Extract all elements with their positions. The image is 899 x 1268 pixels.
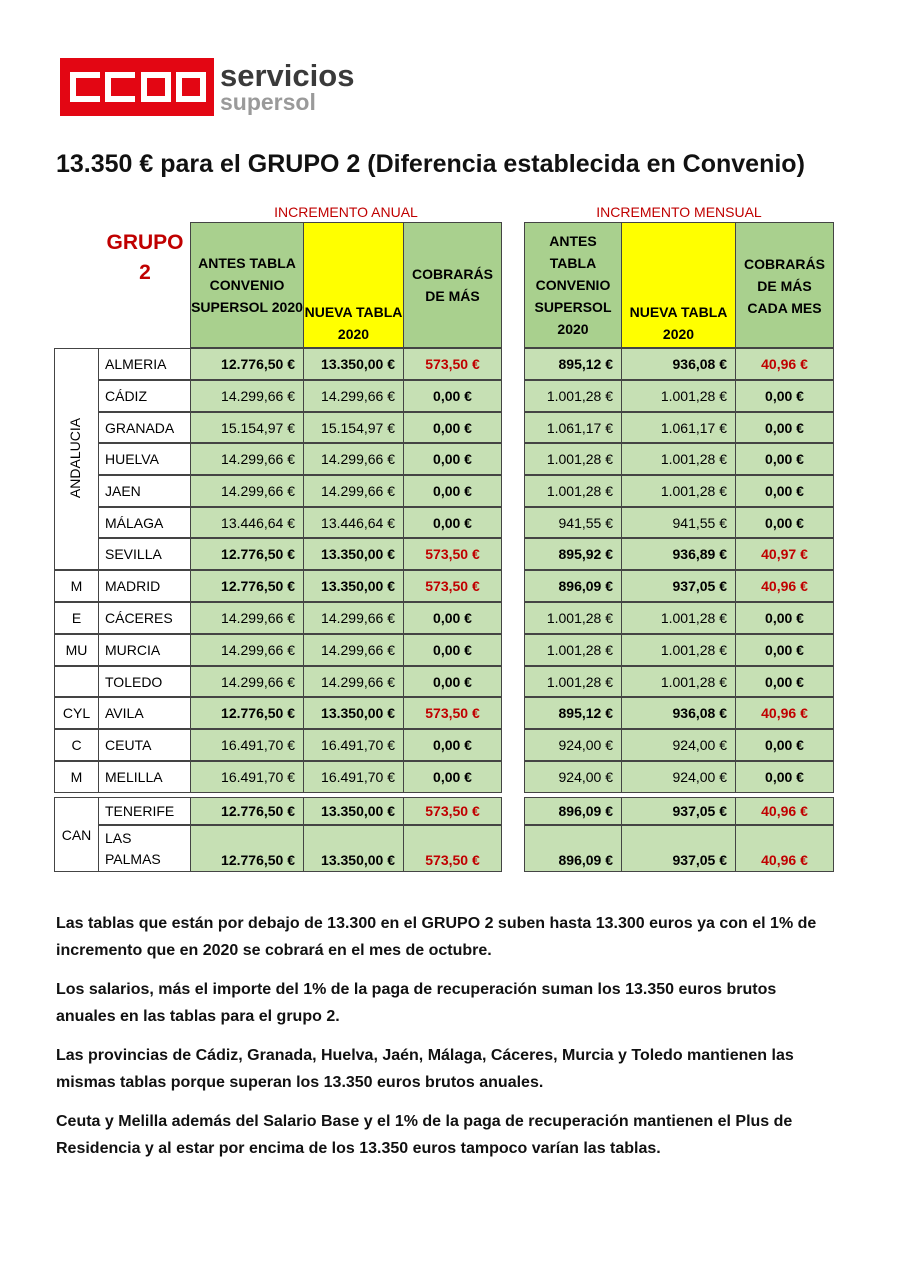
cell-nueva: 15.154,97 € (303, 412, 404, 443)
cell-nueva-mensual: 1.001,28 € (621, 380, 736, 412)
region-cell: M (54, 761, 99, 793)
province-cell: CÁCERES (98, 602, 191, 634)
paragraph-4: Ceuta y Melilla además del Salario Base y el 1% de la paga de recuperación mantienen el Plus de Residencia y al estar por encima de los 13.350 euros tampoco varían las tablas. (56, 1113, 793, 1157)
cell-cobraras: 573,50 € (403, 538, 502, 570)
header-cobraras: COBRARÁS DE MÁS (403, 222, 502, 348)
cell-cobraras-mensual: 0,00 € (735, 412, 834, 443)
header-nueva-mensual: NUEVA TABLA 2020 (621, 222, 736, 348)
province-cell: JAEN (98, 475, 191, 507)
province-cell: CÁDIZ (98, 380, 191, 412)
cell-cobraras-mensual: 0,00 € (735, 507, 834, 538)
cell-nueva: 13.446,64 € (303, 507, 404, 538)
cell-nueva-mensual: 936,08 € (621, 348, 736, 380)
cell-nueva: 13.350,00 € (303, 825, 404, 872)
cell-cobraras-mensual: 40,96 € (735, 697, 834, 729)
cell-nueva: 14.299,66 € (303, 602, 404, 634)
cell-cobraras-mensual: 0,00 € (735, 634, 834, 666)
cell-nueva-mensual: 924,00 € (621, 761, 736, 793)
cell-cobraras-mensual: 40,96 € (735, 570, 834, 602)
cell-antes: 12.776,50 € (190, 348, 304, 380)
paragraph-2: Los salarios, más el importe del 1% de la paga de recuperación suman los 13.350 euros brutos anuales en las tablas para el grupo 2. (56, 981, 777, 1025)
cell-nueva-mensual: 936,08 € (621, 697, 736, 729)
cell-antes-mensual: 941,55 € (524, 507, 622, 538)
province-cell: AVILA (98, 697, 191, 729)
region-andalucia: ANDALUCIA (67, 417, 84, 499)
province-cell: TENERIFE (98, 797, 191, 825)
cell-nueva-mensual: 1.001,28 € (621, 475, 736, 507)
cell-nueva-mensual: 1.001,28 € (621, 634, 736, 666)
header-antes: ANTES TABLA CONVENIO SUPERSOL 2020 (190, 222, 304, 348)
cell-cobraras: 0,00 € (403, 761, 502, 793)
region-cell: E (54, 602, 99, 634)
cell-cobraras: 0,00 € (403, 475, 502, 507)
province-cell: HUELVA (98, 443, 191, 475)
cell-antes-mensual: 924,00 € (524, 761, 622, 793)
cell-nueva-mensual: 936,89 € (621, 538, 736, 570)
cell-antes: 12.776,50 € (190, 797, 304, 825)
cell-nueva-mensual: 937,05 € (621, 797, 736, 825)
region-cell: CYL (54, 697, 99, 729)
cell-cobraras-mensual: 0,00 € (735, 475, 834, 507)
grupo-label: GRUPO 2 (106, 231, 184, 284)
cell-antes-mensual: 1.001,28 € (524, 634, 622, 666)
cell-nueva-mensual: 1.061,17 € (621, 412, 736, 443)
cell-antes: 14.299,66 € (190, 443, 304, 475)
cell-cobraras: 0,00 € (403, 380, 502, 412)
cell-antes: 13.446,64 € (190, 507, 304, 538)
cell-cobraras-mensual: 0,00 € (735, 729, 834, 761)
ccoo-logo (60, 58, 354, 116)
cell-nueva: 16.491,70 € (303, 761, 404, 793)
header-cobraras-mensual: COBRARÁS DE MÁS CADA MES (735, 222, 834, 348)
cell-antes-mensual: 1.061,17 € (524, 412, 622, 443)
cell-antes-mensual: 895,12 € (524, 697, 622, 729)
cell-antes: 15.154,97 € (190, 412, 304, 443)
cell-cobraras: 573,50 € (403, 825, 502, 872)
cell-cobraras-mensual: 40,97 € (735, 538, 834, 570)
cell-cobraras: 0,00 € (403, 729, 502, 761)
cell-nueva-mensual: 1.001,28 € (621, 602, 736, 634)
cell-cobraras-mensual: 40,96 € (735, 825, 834, 872)
cell-nueva: 13.350,00 € (303, 570, 404, 602)
cell-nueva-mensual: 1.001,28 € (621, 666, 736, 697)
cell-nueva-mensual: 924,00 € (621, 729, 736, 761)
cell-cobraras: 573,50 € (403, 797, 502, 825)
cell-cobraras: 0,00 € (403, 443, 502, 475)
province-cell: CEUTA (98, 729, 191, 761)
cell-cobraras-mensual: 0,00 € (735, 602, 834, 634)
province-cell: MÁLAGA (98, 507, 191, 538)
cell-nueva: 14.299,66 € (303, 666, 404, 697)
cell-nueva: 14.299,66 € (303, 380, 404, 412)
cell-antes-mensual: 896,09 € (524, 570, 622, 602)
province-cell: TOLEDO (98, 666, 191, 697)
region-cell: C (54, 729, 99, 761)
cell-antes: 16.491,70 € (190, 761, 304, 793)
cell-antes: 12.776,50 € (190, 697, 304, 729)
province-cell: MELILLA (98, 761, 191, 793)
cell-antes: 14.299,66 € (190, 380, 304, 412)
cell-cobraras: 573,50 € (403, 697, 502, 729)
province-cell: GRANADA (98, 412, 191, 443)
cell-cobraras-mensual: 0,00 € (735, 761, 834, 793)
paragraph-3: Las provincias de Cádiz, Granada, Huelva, Jaén, Málaga, Cáceres, Murcia y Toledo mantienen las mismas tablas porque superan los 13.350 euros brutos anuales. (56, 1047, 794, 1091)
cell-antes-mensual: 1.001,28 € (524, 475, 622, 507)
cell-antes: 14.299,66 € (190, 666, 304, 697)
header-antes-mensual: ANTES TABLA CONVENIO SUPERSOL 2020 (524, 222, 622, 348)
logo-line2: supersol (220, 89, 316, 115)
cell-nueva: 14.299,66 € (303, 443, 404, 475)
cell-antes: 12.776,50 € (190, 825, 304, 872)
page-title: 13.350 € para el GRUPO 2 (Diferencia establecida en Convenio) (56, 150, 805, 178)
region-can: CAN (54, 797, 99, 872)
province-cell: MADRID (98, 570, 191, 602)
ccoo-logo-mark (60, 58, 214, 116)
cell-antes-mensual: 896,09 € (524, 797, 622, 825)
cell-cobraras: 573,50 € (403, 570, 502, 602)
region-cell: MU (54, 634, 99, 666)
cell-antes: 14.299,66 € (190, 602, 304, 634)
cell-cobraras-mensual: 40,96 € (735, 348, 834, 380)
monthly-label: INCREMENTO MENSUAL (596, 204, 762, 220)
cell-cobraras: 0,00 € (403, 412, 502, 443)
cell-antes: 16.491,70 € (190, 729, 304, 761)
province-cell: ALMERIA (98, 348, 191, 380)
cell-nueva: 13.350,00 € (303, 538, 404, 570)
cell-cobraras-mensual: 0,00 € (735, 666, 834, 697)
cell-antes: 12.776,50 € (190, 538, 304, 570)
cell-antes-mensual: 1.001,28 € (524, 666, 622, 697)
cell-antes: 14.299,66 € (190, 475, 304, 507)
cell-cobraras-mensual: 0,00 € (735, 380, 834, 412)
province-cell: LAS PALMAS (98, 825, 191, 872)
cell-nueva-mensual: 937,05 € (621, 570, 736, 602)
cell-antes: 14.299,66 € (190, 634, 304, 666)
header-nueva: NUEVA TABLA 2020 (303, 222, 404, 348)
cell-nueva: 14.299,66 € (303, 475, 404, 507)
cell-nueva: 13.350,00 € (303, 697, 404, 729)
region-cell (54, 666, 99, 697)
region-cell: M (54, 570, 99, 602)
cell-antes-mensual: 1.001,28 € (524, 380, 622, 412)
cell-antes-mensual: 924,00 € (524, 729, 622, 761)
cell-antes-mensual: 895,12 € (524, 348, 622, 380)
cell-cobraras: 0,00 € (403, 602, 502, 634)
annual-label: INCREMENTO ANUAL (274, 204, 418, 220)
province-cell: SEVILLA (98, 538, 191, 570)
cell-antes-mensual: 896,09 € (524, 825, 622, 872)
cell-antes: 12.776,50 € (190, 570, 304, 602)
cell-nueva-mensual: 941,55 € (621, 507, 736, 538)
cell-cobraras: 573,50 € (403, 348, 502, 380)
paragraph-1: Las tablas que están por debajo de 13.300 en el GRUPO 2 suben hasta 13.300 euros ya con el 1% de incremento que en 2020 se cobrará en el mes de octubre. (56, 915, 817, 959)
logo-line1: servicios (220, 58, 355, 93)
cell-antes-mensual: 895,92 € (524, 538, 622, 570)
cell-cobraras: 0,00 € (403, 507, 502, 538)
cell-nueva: 16.491,70 € (303, 729, 404, 761)
cell-cobraras-mensual: 40,96 € (735, 797, 834, 825)
cell-nueva-mensual: 1.001,28 € (621, 443, 736, 475)
province-cell: MURCIA (98, 634, 191, 666)
cell-nueva: 14.299,66 € (303, 634, 404, 666)
cell-antes-mensual: 1.001,28 € (524, 443, 622, 475)
cell-cobraras-mensual: 0,00 € (735, 443, 834, 475)
cell-antes-mensual: 1.001,28 € (524, 602, 622, 634)
cell-nueva-mensual: 937,05 € (621, 825, 736, 872)
cell-nueva: 13.350,00 € (303, 797, 404, 825)
cell-nueva: 13.350,00 € (303, 348, 404, 380)
cell-cobraras: 0,00 € (403, 666, 502, 697)
cell-cobraras: 0,00 € (403, 634, 502, 666)
